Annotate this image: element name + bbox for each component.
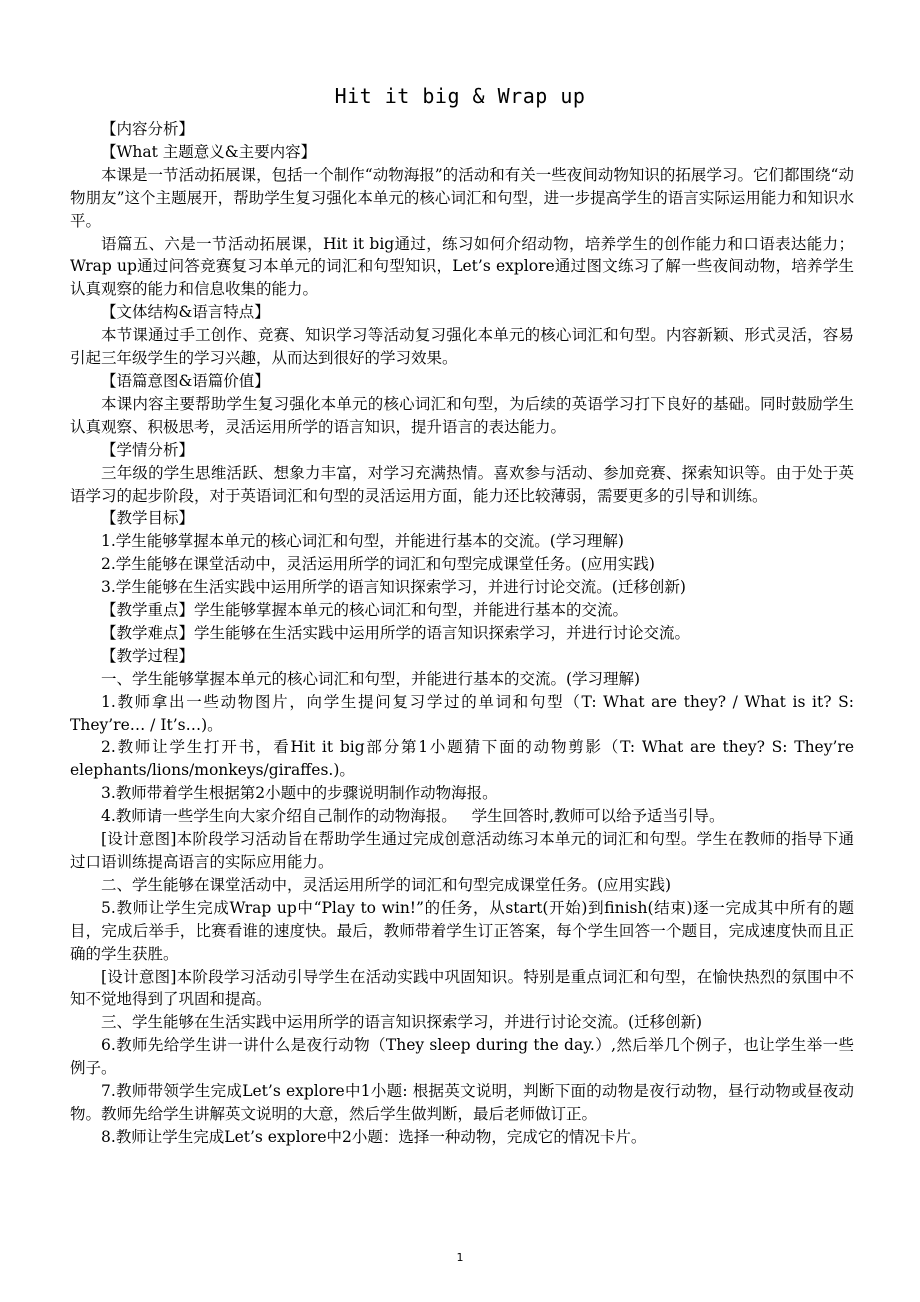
paragraph: 本课内容主要帮助学生复习强化本单元的核心词汇和句型，为后续的英语学习打下良好的基础。同时鼓励学生认真观察、积极思考，灵活运用所学的语言知识，提升语言的表达能力。	[70, 394, 854, 436]
paragraph: 1.教师拿出一些动物图片，向学生提问复习学过的单词和句型（T: What are they? / What is it? S: They’re… / It’s…)。	[70, 692, 859, 734]
paragraph: 本课是一节活动拓展课，包括一个制作“动物海报”的活动和有关一些夜间动物知识的拓展学习。它们都围绕“动物朋友”这个主题展开，帮助学生复习强化本单元的核心词汇和句型，进一步提高学生的语言实际运用能力和知识水平。	[70, 165, 854, 230]
paragraph: 【内容分析】	[101, 120, 195, 138]
paragraph: 三、学生能够在生活实践中运用所学的语言知识探索学习，并进行讨论交流。(迁移创新)	[101, 1013, 703, 1032]
paragraph: 二、学生能够在课堂活动中，灵活运用所学的词汇和句型完成课堂任务。(应用实践)	[101, 875, 672, 894]
paragraph: 【What 主题意义&主要内容】	[101, 142, 317, 161]
paragraph: 5.教师让学生完成Wrap up中“Play to win!”的任务，从start(开始)到finish(结束)逐一完成其中所有的题目，完成后举手，比赛看谁的速度快。最后，教师带着学生订正答案，每个学生回答一个题目，完成速度快而且正确的学生获胜。	[70, 898, 854, 963]
paragraph: 3.教师带着学生根据第2小题中的步骤说明制作动物海报。	[101, 784, 498, 803]
paragraph: [设计意图]本阶段学习活动旨在帮助学生通过完成创意活动练习本单元的词汇和句型。学生在教师的指导下通过口语训练提高语言的实际应用能力。	[70, 830, 854, 871]
paragraph: 语篇五、六是一节活动拓展课，Hit it big通过，练习如何介绍动物，培养学生的创作能力和口语表达能力； Wrap up通过问答竞赛复习本单元的词汇和句型知识，Let’s explore通过图文练习了解一些夜间动物，培养学生认真观察的能力和信息收集的能力。	[70, 234, 859, 299]
document-body	[70, 118, 859, 1149]
paragraph: 【教学目标】	[101, 509, 195, 528]
paragraph: 一、学生能够掌握本单元的核心词汇和句型，并能进行基本的交流。(学习理解)	[101, 669, 641, 688]
paragraph: 6.教师先给学生讲一讲什么是夜行动物（They sleep during the day.）,然后举几个例子，也让学生举一些例子。	[70, 1036, 854, 1078]
paragraph: 3.学生能够在生活实践中运用所学的语言知识探索学习，并进行讨论交流。(迁移创新)	[101, 578, 686, 597]
paragraph: 【文体结构&语言特点】	[101, 303, 270, 322]
paragraph: 8.教师让学生完成Let’s explore中2小题：选择一种动物，完成它的情况卡片。	[101, 1127, 647, 1146]
paragraph: 【教学难点】学生能够在生活实践中运用所学的语言知识探索学习，并进行讨论交流。	[101, 623, 691, 642]
paragraph: 7.教师带领学生完成Let’s explore中1小题: 根据英文说明，判断下面的动物是夜行动物，昼行动物或昼夜动物。教师先给学生讲解英文说明的大意，然后学生做判断，最后老师做订正。	[70, 1082, 854, 1123]
paragraph: 本节课通过手工创作、竞赛、知识学习等活动复习强化本单元的核心词汇和句型。内容新颖、形式灵活，容易引起三年级学生的学习兴趣，从而达到很好的学习效果。	[70, 326, 854, 368]
document-title: Hit it big & Wrap up	[334, 84, 586, 108]
page-number: 1	[456, 1251, 464, 1264]
paragraph: [设计意图]本阶段学习活动引导学生在活动实践中巩固知识。特别是重点词汇和句型，在愉快热烈的氛围中不知不觉地得到了巩固和提高。	[70, 967, 854, 1009]
paragraph: 【学情分析】	[101, 440, 195, 459]
paragraph: 三年级的学生思维活跃、想象力丰富，对学习充满热情。喜欢参与活动、参加竞赛、探索知识等。由于处于英语学习的起步阶段，对于英语词汇和句型的灵活运用方面，能力还比较薄弱，需要更多的引导和训练。	[70, 463, 854, 505]
paragraph: 2.学生能够在课堂活动中，灵活运用所学的词汇和句型完成课堂任务。(应用实践)	[101, 555, 655, 574]
paragraph: 4.教师请一些学生向大家介绍自己制作的动物海报。 学生回答时,教师可以给予适当引导。	[101, 807, 725, 826]
paragraph: 1.学生能够掌握本单元的核心词汇和句型，并能进行基本的交流。(学习理解)	[101, 532, 624, 551]
paragraph: 【教学过程】	[101, 646, 195, 665]
paragraph: 【语篇意图&语篇价值】	[101, 371, 270, 390]
paragraph: 【教学重点】学生能够掌握本单元的核心词汇和句型，并能进行基本的交流。	[101, 601, 629, 620]
paragraph: 2.教师让学生打开书，看Hit it big部分第1小题猜下面的动物剪影（T: What are they? S: They’re elephants/lions/monkeys/giraffes.)。	[70, 738, 859, 780]
